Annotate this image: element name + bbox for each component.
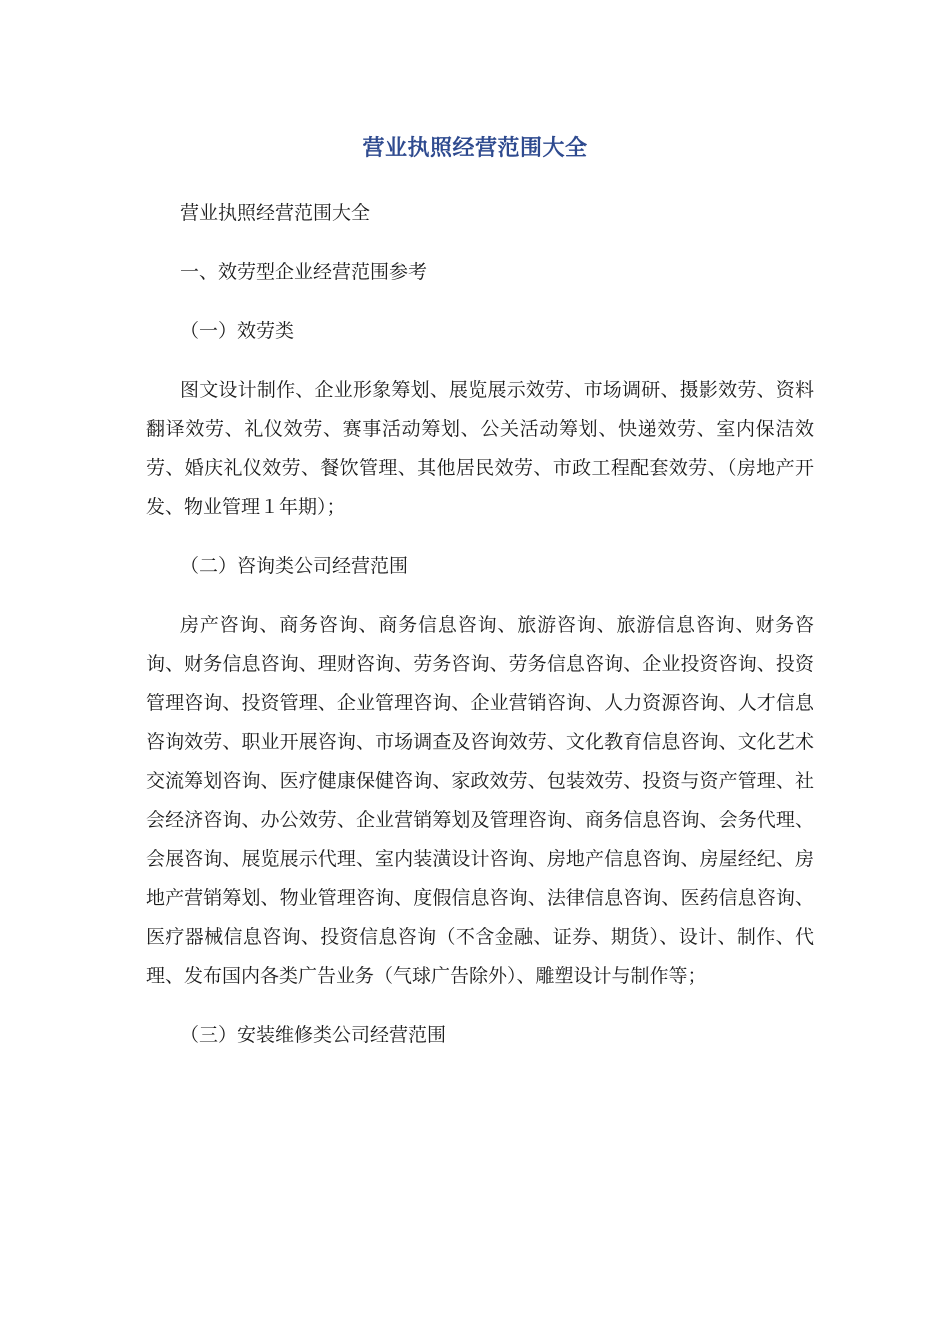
subsection-heading-service: （一）效劳类 [180, 320, 295, 342]
document-body [146, 194, 814, 1055]
subsection-heading-installation: （三）安装维修类公司经营范围 [180, 1024, 447, 1046]
document-title: 营业执照经营范围大全 [362, 136, 588, 161]
service-scope-paragraph: 图文设计制作、企业形象筹划、展览展示效劳、市场调研、摄影效劳、资料翻译效劳、礼仪效劳、赛事活动筹划、公关活动筹划、快递效劳、室内保洁效劳、婚庆礼仪效劳、餐饮管理、其他居民效劳、市政工程配套效劳、（房地产开发、物业管理１年期）； [146, 379, 814, 518]
intro-heading: 营业执照经营范围大全 [180, 202, 371, 224]
section-heading-service-enterprise: 一、效劳型企业经营范围参考 [180, 261, 428, 283]
consulting-scope-paragraph: 房产咨询、商务咨询、商务信息咨询、旅游咨询、旅游信息咨询、财务咨询、财务信息咨询、理财咨询、劳务咨询、劳务信息咨询、企业投资咨询、投资管理咨询、投资管理、企业管理咨询、企业营销咨询、人力资源咨询、人才信息咨询效劳、职业开展咨询、市场调查及咨询效劳、文化教育信息咨询、文化艺术交流筹划咨询、医疗健康保健咨询、家政效劳、包装效劳、投资与资产管理、社会经济咨询、办公效劳、企业营销筹划及管理咨询、商务信息咨询、会务代理、会展咨询、展览展示代理、室内装潢设计咨询、房地产信息咨询、房屋经纪、房地产营销筹划、物业管理咨询、度假信息咨询、法律信息咨询、医药信息咨询、医疗器械信息咨询、投资信息咨询（不含金融、证券、期货）、设计、制作、代理、发布国内各类广告业务（气球广告除外）、雕塑设计与制作等； [146, 614, 814, 987]
subsection-heading-consulting: （二）咨询类公司经营范围 [180, 555, 409, 577]
